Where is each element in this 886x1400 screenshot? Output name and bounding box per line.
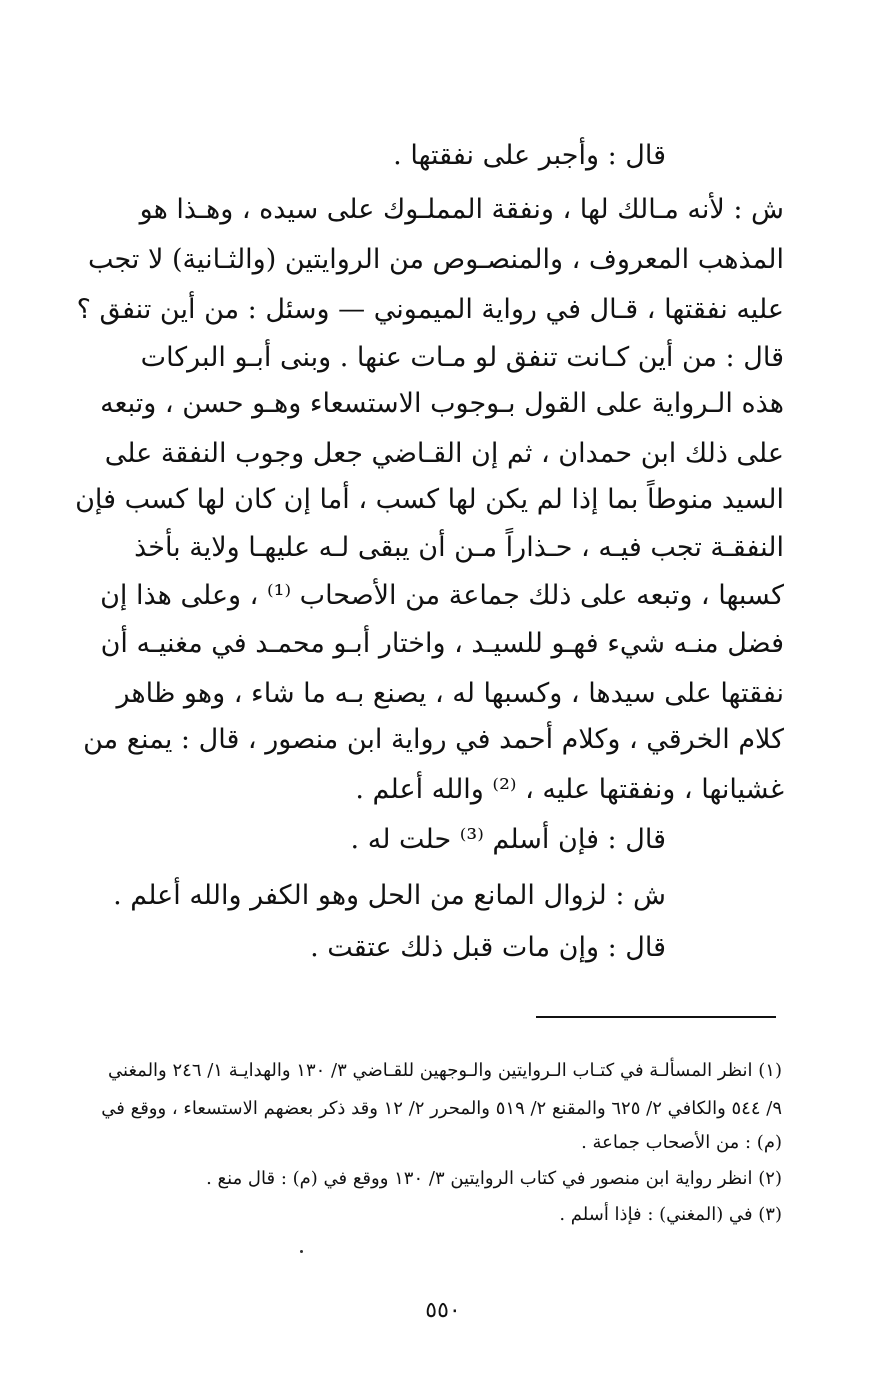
body-line-5: قال : من أين كـانت تنفق لو مـات عنها . وبنى أبـو البركات	[140, 342, 784, 373]
footnote-line-4: (٢) انظر رواية ابن منصور في كتاب الروايتين ٣/ ١٣٠ ووقع في (م) : قال منع .	[206, 1168, 782, 1189]
footnote-line-5: (٣) في (المغني) : فإذا أسلم .	[559, 1204, 782, 1225]
body-line-11: فضل منـه شيء فهـو للسيـد ، واختار أبـو محمـد في مغنيـه أن	[100, 628, 784, 659]
body-line-3: المذهب المعروف ، والمنصـوص من الروايتين (والثـانية) لا تجب	[87, 244, 784, 275]
body-line-14: غشيانها ، ونفقتها عليه ، ⁽²⁾ والله أعلم .	[355, 774, 784, 805]
body-line-1: قال : وأجبر على نفقتها .	[393, 140, 666, 171]
body-line-7: على ذلك ابن حمدان ، ثم إن القـاضي جعل وجوب النفقة على	[104, 438, 784, 469]
body-line-12: نفقتها على سيدها ، وكسبها له ، يصنع بـه ما شاء ، وهو ظاهر	[116, 678, 784, 709]
body-line-17: قال : وإن مات قبل ذلك عتقت .	[310, 932, 666, 963]
body-line-9: النفقـة تجب فيـه ، حـذاراً مـن أن يبقى لـه عليهـا ولاية بأخذ	[134, 532, 784, 563]
footnote-line-1: (١) انظر المسألـة في كتـاب الـروايتين والـوجهين للقـاضي ٣/ ١٣٠ والهدايـة ١/ ٢٤٦ والمغني	[108, 1060, 782, 1081]
footnote-separator	[536, 1016, 776, 1018]
stray-dot	[300, 1250, 303, 1253]
body-line-10: كسبها ، وتبعه على ذلك جماعة من الأصحاب ⁽¹⁾ ، وعلى هذا إن	[100, 580, 784, 611]
body-line-6: هذه الـرواية على القول بـوجوب الاستسعاء وهـو حسن ، وتبعه	[100, 388, 784, 419]
footnote-line-2: ٩/ ٥٤٤ والكافي ٢/ ٦٢٥ والمقنع ٢/ ٥١٩ والمحرر ٢/ ١٢ وقد ذكر بعضهم الاستسعاء ، ووقع في	[101, 1098, 782, 1119]
page-number: ٥٥٠	[425, 1298, 461, 1323]
body-line-15: قال : فإن أسلم ⁽³⁾ حلت له .	[350, 824, 666, 855]
footnote-line-3: (م) : من الأصحاب جماعة .	[581, 1132, 782, 1153]
body-line-16: ش : لزوال المانع من الحل وهو الكفر والله أعلم .	[113, 880, 666, 911]
body-line-8: السيد منوطاً بما إذا لم يكن لها كسب ، أما إن كان لها كسب فإن	[75, 484, 784, 515]
body-line-4: عليه نفقتها ، قـال في رواية الميموني — وسئل : من أين تنفق ؟	[76, 294, 784, 325]
body-line-2: ش : لأنه مـالك لها ، ونفقة المملـوك على سيده ، وهـذا هو	[139, 194, 784, 225]
body-line-13: كلام الخرقي ، وكلام أحمد في رواية ابن منصور ، قال : يمنع من	[83, 724, 784, 755]
